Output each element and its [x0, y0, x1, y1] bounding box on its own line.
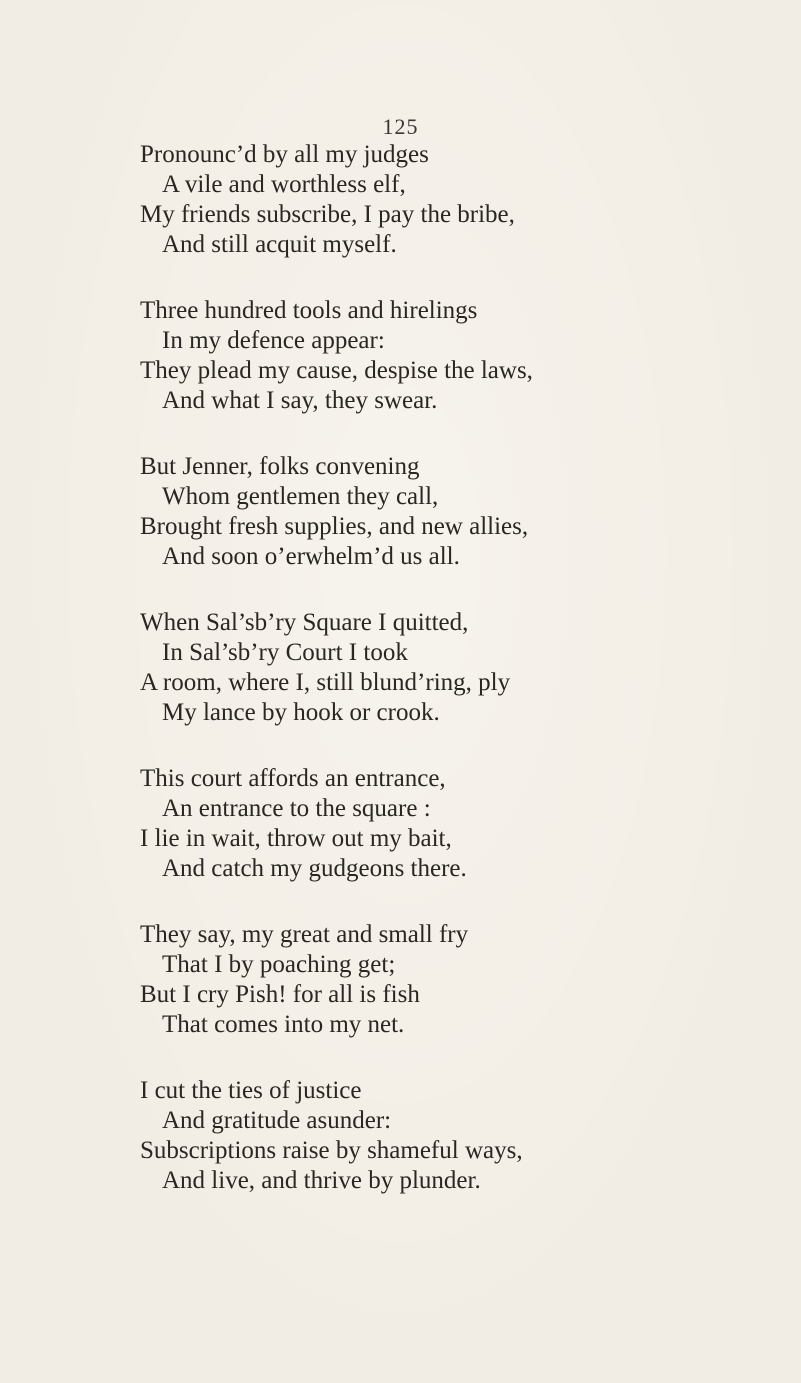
poem-line: And live, and thrive by plunder.	[162, 1167, 481, 1194]
poem-line: But Jenner, folks convening	[140, 453, 420, 480]
poem-line: And catch my gudgeons there.	[162, 855, 467, 882]
poem-line: I cut the ties of justice	[140, 1077, 362, 1104]
poem-line: They plead my cause, despise the laws,	[140, 357, 533, 384]
stanza-3	[140, 452, 700, 572]
stanza-4	[140, 608, 700, 728]
poem-line: That I by poaching get;	[162, 951, 396, 978]
poem-line: That comes into my net.	[162, 1011, 405, 1038]
poem-line: When Sal’sb’ry Square I quitted,	[140, 609, 469, 636]
poem-line: They say, my great and small fry	[140, 921, 469, 948]
poem-line: And what I say, they swear.	[162, 387, 438, 414]
poem-line: My friends subscribe, I pay the bribe,	[140, 201, 515, 228]
poem-line: Pronounc’d by all my judges	[140, 141, 429, 168]
poem-line: In Sal’sb’ry Court I took	[162, 639, 408, 666]
poem-line: Brought fresh supplies, and new allies,	[140, 513, 529, 540]
poem-line: Whom gentlemen they call,	[162, 483, 439, 510]
stanza-7	[140, 1076, 700, 1196]
poem-line: And gratitude asunder:	[162, 1107, 392, 1134]
poem-line: I lie in wait, throw out my bait,	[140, 825, 452, 852]
poem-line: A room, where I, still blund’ring, ply	[140, 669, 511, 696]
poem-line: A vile and worthless elf,	[162, 171, 406, 198]
poem-line: Three hundred tools and hirelings	[140, 297, 478, 324]
poem-line: An entrance to the square :	[162, 795, 431, 822]
poem-line: And still acquit myself.	[162, 231, 397, 258]
poem-line: But I cry Pish! for all is fish	[140, 981, 420, 1008]
poem-line: In my defence appear:	[162, 327, 385, 354]
stanza-1	[140, 140, 700, 260]
poem-line: Subscriptions raise by shameful ways,	[140, 1137, 523, 1164]
page-number: 125	[382, 114, 419, 139]
poem-line: And soon o’erwhelm’d us all.	[162, 543, 460, 570]
poem	[140, 140, 700, 1232]
stanza-6	[140, 920, 700, 1040]
stanza-5	[140, 764, 700, 884]
poem-line: This court affords an entrance,	[140, 765, 446, 792]
poem-line: My lance by hook or crook.	[162, 699, 440, 726]
stanza-2	[140, 296, 700, 416]
